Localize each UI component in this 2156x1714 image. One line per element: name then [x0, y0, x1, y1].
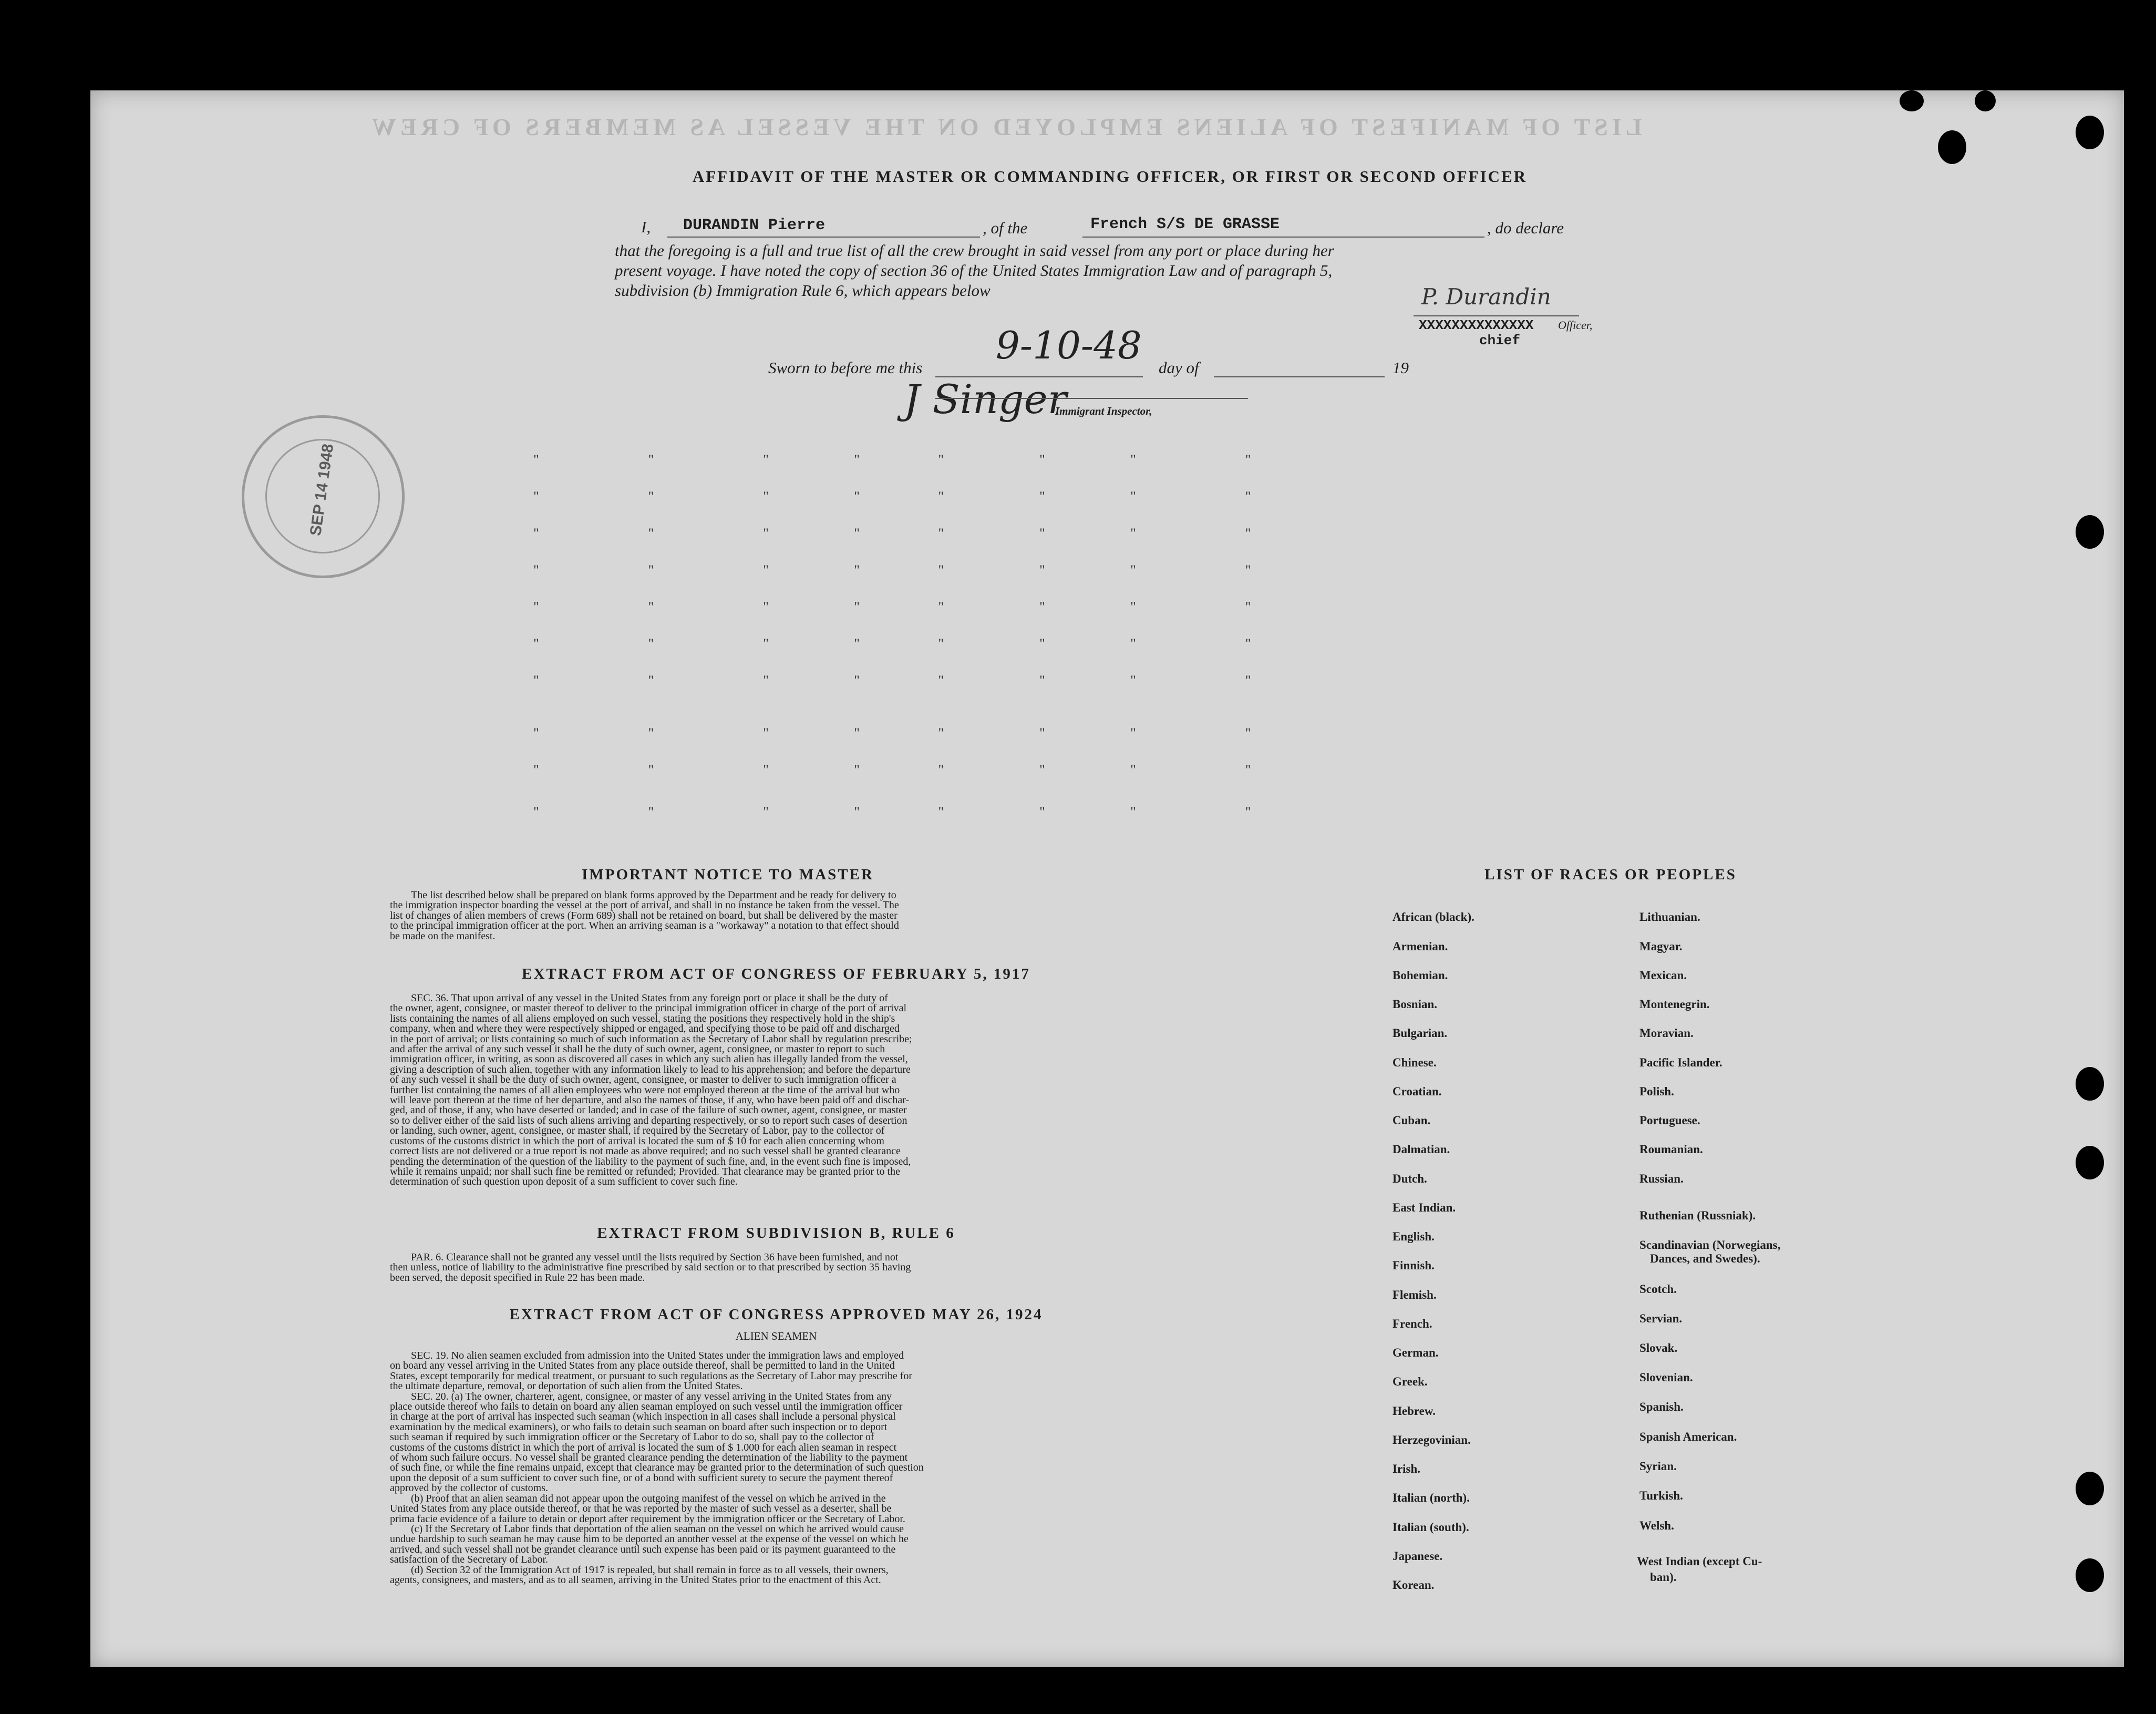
race-item: Pacific Islander. [1639, 1056, 1722, 1069]
race-item: Dances, and Swedes). [1650, 1252, 1760, 1265]
race-item: Roumanian. [1639, 1143, 1703, 1156]
punch-hole [1938, 130, 1966, 164]
extract-1924-line: SEC. 19. No alien seamen excluded from admission into the United States under the immigration laws and employed [411, 1350, 904, 1361]
extract-1924-line: United States from any place outside thereof, or that he was reported by the master of such vessel as a deserter, shall be [390, 1503, 892, 1515]
extract-1924-line: upon the deposit of a sum sufficient to cover such fine, or of a bond with sufficient surety to secure the payment thereof [390, 1472, 893, 1484]
ditto-mark: " " " " " " " " [533, 526, 1251, 541]
rule6-line: PAR. 6. Clearance shall not be granted any vessel until the lists required by Section 36 have been furnished, and not [411, 1251, 899, 1263]
extract-1924-line: in charge at the port of arrival has inspected such seaman (which inspection in all cases shall include a personal physical [390, 1411, 896, 1423]
ditto-mark: " " " " " " " " [533, 562, 1251, 578]
sworn-label: Sworn to before me this [768, 358, 923, 377]
race-item: Irish. [1392, 1462, 1421, 1475]
extract-1924-line: agents, consignees, and masters, and as to all seamen, arriving in the United States prior to the enactment of this Act. [390, 1574, 881, 1586]
extract-1924-line: of whom such failure occurs. No vessel shall be granted clearance pending the determination of the liability to the payment [390, 1452, 908, 1464]
notice-line: list of changes of alien members of crews (Form 689) shall not be retained on board, but shall be delivered by the master [390, 909, 898, 921]
race-item: Scandinavian (Norwegians, [1639, 1238, 1781, 1251]
race-item: Polish. [1639, 1085, 1674, 1098]
extract-1924-line: satisfaction of the Secretary of Labor. [390, 1554, 548, 1566]
extract-line: in the port of arrival; or lists containing so much of such information as the Secretary of Labor shall by regulation prescribe; [390, 1033, 912, 1045]
extract-line: SEC. 36. That upon arrival of any vessel in the United States from any foreign port or place it shall be the duty of [411, 992, 888, 1004]
race-item: Flemish. [1392, 1288, 1437, 1301]
race-item: Spanish American. [1639, 1430, 1737, 1443]
extract-line: and after the arrival of any such vessel it shall be the duty of such owner, agent, consignee, or master to report to such [390, 1043, 885, 1055]
signature-line [1414, 315, 1579, 316]
master-signature: P. Durandin [1421, 284, 1551, 310]
extract-1924-line: of such fine, or while the fine remains unpaid, except that clearance may be granted prior to the determination of such question [390, 1462, 924, 1474]
year-label: 19 [1392, 358, 1409, 377]
inspector-signature: J Singer [904, 376, 1067, 423]
race-item: Italian (north). [1392, 1491, 1470, 1504]
extract-1924-line: prima facie evidence of a failure to detain or deport after requirement by the immigration officer or the Secretary of Labor. [390, 1513, 905, 1525]
extract-1924-text [390, 1351, 1162, 1585]
of-the-label: , of the [983, 219, 1028, 237]
race-item: Montenegrin. [1639, 998, 1710, 1011]
punch-hole [2076, 515, 2104, 549]
extract-1924-line: (b) Proof that an alien seaman did not appear upon the outgoing manifest of the vessel on which he arrived in the [411, 1492, 886, 1504]
race-item: French. [1392, 1317, 1432, 1330]
race-item: Moravian. [1639, 1027, 1694, 1040]
extract-line: immigration officer, in writing, as soon as discovered all cases in which any such alien has illegally landed from the vessel, [390, 1053, 908, 1065]
punch-hole [2076, 1146, 2104, 1179]
struck-title: XXXXXXXXXXXXXX [1419, 317, 1534, 333]
ditto-mark: " " " " " " " " [533, 636, 1251, 651]
race-item: Welsh. [1639, 1519, 1674, 1532]
affidavit-i-label: I, [641, 218, 651, 236]
race-item: Scotch. [1639, 1282, 1677, 1296]
extract-line: of any such vessel it shall be the duty of such owner, agent, consignee, or master to deliver to such immigration officer a [390, 1074, 896, 1086]
received-stamp [242, 415, 405, 578]
punch-hole [2076, 1067, 2104, 1101]
extract-line: company, when and where they were respectively shipped or engaged, and specifying those to be paid off and discharged [390, 1023, 900, 1035]
extract-1924-title: EXTRACT FROM ACT OF CONGRESS APPROVED MAY 26, 1924 [509, 1306, 1043, 1323]
race-item: Slovak. [1639, 1341, 1678, 1354]
ditto-mark: " " " " " " " " [533, 452, 1251, 467]
race-item: West Indian (except Cu- [1637, 1555, 1762, 1568]
notice-title: IMPORTANT NOTICE TO MASTER [582, 866, 874, 883]
race-item: East Indian. [1392, 1201, 1456, 1214]
extract-1924-line: arrived, and such vessel shall not be grandet clearance until such expense has been paid or its payment guaranteed to the [390, 1543, 896, 1555]
race-item: Dutch. [1392, 1172, 1427, 1185]
affidavit-text-3: subdivision (b) Immigration Rule 6, which appears below [615, 281, 991, 300]
extract-1917-title: EXTRACT FROM ACT OF CONGRESS OF FEBRUARY 5, 1917 [522, 966, 1030, 982]
race-item: Croatian. [1392, 1085, 1442, 1098]
race-item: Russian. [1639, 1172, 1684, 1185]
extract-line: while it remains unpaid; nor shall such fine be remitted or refunded; Provided. That clearance may be granted prior to the [390, 1165, 900, 1177]
race-item: Lithuanian. [1639, 910, 1700, 923]
race-item: Magyar. [1639, 940, 1683, 953]
affidavit-text-1: that the foregoing is a full and true list of all the crew brought in said vessel from any port or place during her [615, 241, 1334, 260]
punch-hole [1975, 90, 1996, 111]
race-item: English. [1392, 1230, 1435, 1243]
extract-line: so to deliver either of the said lists of such aliens arriving and departing respectively, or so to report such cases of desertion [390, 1114, 907, 1126]
inspector-label: Immigrant Inspector, [1055, 405, 1152, 417]
extract-1924-line: approved by the collector of customs. [390, 1482, 549, 1494]
race-item: Cuban. [1392, 1114, 1431, 1127]
races-title: LIST OF RACES OR PEOPLES [1484, 866, 1737, 883]
rule6-line: then unless, notice of liability to the administrative fine prescribed by said section or to that prescribed by section 35 having [390, 1261, 911, 1274]
extract-line: customs of the customs district in which the port of arrival is located the sum of $ 10 for each alien concerning whom [390, 1135, 884, 1147]
extract-1924-line: SEC. 20. (a) The owner, charterer, agent, consignee, or master of any vessel arriving in the United States from any [411, 1390, 892, 1402]
notice-line: to the principal immigration officer at the port. When an arriving seaman is a "workaway" a notation to that effect should [390, 920, 899, 932]
extract-1924-line: undue hardship to such seaman he may cause him to be deported an another vessel at the expense of the vessel on which he [390, 1533, 909, 1545]
punch-hole [2076, 1558, 2104, 1592]
extract-line: the owner, agent, consignee, or master thereof to deliver to the principal immigration officer in charge of the port of arrival [390, 1002, 907, 1014]
master-name: DURANDIN Pierre [683, 217, 826, 234]
race-item: Italian (south). [1392, 1521, 1469, 1534]
officer-title: chief [1479, 333, 1521, 348]
ditto-mark: " " " " " " " " [533, 599, 1251, 614]
race-item: Chinese. [1392, 1056, 1437, 1069]
race-item: Portuguese. [1639, 1114, 1700, 1127]
race-item: Bohemian. [1392, 969, 1448, 982]
punch-hole [2076, 1472, 2104, 1505]
race-item: Turkish. [1639, 1489, 1683, 1502]
extract-line: pending the determination of the question of the liability to the payment of such fine, and, in the event such fine is imposed, [390, 1155, 911, 1167]
race-item: Slovenian. [1639, 1371, 1693, 1384]
vessel-name: French S/S DE GRASSE [1090, 215, 1280, 233]
notice-text [390, 890, 1162, 941]
race-item: Ruthenian (Russniak). [1639, 1209, 1756, 1222]
extract-line: further list containing the names of all alien employees who were not employed thereon at the time of the arrival but who [390, 1084, 900, 1096]
extract-1924-line: customs of the customs district in which the port of arrival is located the sum of $ 1.000 for each alien seaman in respect [390, 1441, 897, 1453]
race-item: Herzegovinian. [1392, 1433, 1471, 1446]
race-item: Korean. [1392, 1578, 1435, 1592]
race-item: African (black). [1392, 910, 1474, 923]
extract-1924-line: (d) Section 32 of the Immigration Act of 1917 is repealed, but shall remain in force as to all vessels, their owners, [411, 1564, 889, 1576]
race-item: Finnish. [1392, 1259, 1435, 1272]
affidavit-text-2: present voyage. I have noted the copy of section 36 of the United States Immigration Law and of paragraph 5, [615, 261, 1333, 280]
extract-1924-line: States, except temporarily for medical treatment, or pursuant to such regulations as the Secretary of Labor may prescribe for [390, 1370, 913, 1382]
extract-1924-line: the ultimate departure, removal, or deportation of such alien from the United States. [390, 1380, 743, 1392]
race-item: German. [1392, 1346, 1439, 1359]
notice-line: The list described below shall be prepared on blank forms approved by the Department and be ready for delivery to [411, 889, 896, 901]
extract-1924-line: (c) If the Secretary of Labor finds that deportation of the alien seaman on the vessel on which he arrived would cause [411, 1523, 904, 1535]
ditto-mark: " " " " " " " " [533, 725, 1251, 741]
extract-line: or landing, such owner, agent, consignee, or master shall, if required by the Secretary of Labor, pay to the collector of [390, 1125, 885, 1137]
race-item: Bosnian. [1392, 998, 1438, 1011]
race-item: ban). [1650, 1571, 1677, 1584]
notice-line: the immigration inspector boarding the vessel at the port of arrival, and shall in no instance be taken from the vessel. The [390, 899, 899, 911]
extract-1924-line: examination by the medical examiners), or who fails to detain such seaman on board after such inspection or to deport [390, 1421, 888, 1433]
day-of-label: day of [1159, 358, 1199, 377]
notice-line: be made on the manifest. [390, 930, 496, 942]
punch-hole [2076, 116, 2104, 149]
extract-1924-subtitle: ALIEN SEAMEN [735, 1330, 817, 1342]
extract-1924-line: such seaman if required by such immigration officer or the Secretary of Labor to do so, shall pay to the collector of [390, 1431, 874, 1443]
race-item: Dalmatian. [1392, 1143, 1450, 1156]
inspector-line [935, 398, 1248, 399]
ditto-mark: " " " " " " " " [533, 762, 1251, 777]
vessel-name-line [1082, 237, 1484, 238]
rule6-line: been served, the deposit specified in Rule 22 has been made. [390, 1271, 645, 1284]
extract-line: will leave port thereon at the time of her departure, and also the names of those, if any, who have been paid off and dischar- [390, 1094, 910, 1106]
ditto-mark: " " " " " " " " [533, 804, 1251, 819]
rule6-text [390, 1253, 1162, 1283]
race-item: Mexican. [1639, 969, 1687, 982]
race-item: Syrian. [1639, 1460, 1677, 1473]
master-name-line [667, 237, 980, 238]
extract-line: correct lists are not delivered or a true report is not made as above required; and no such vessel shall be granted clearance [390, 1145, 901, 1157]
punch-hole [1900, 90, 1924, 111]
sworn-date: 9-10-48 [996, 323, 1142, 367]
race-item: Japanese. [1392, 1549, 1443, 1563]
bleed-through-text: LIST OF MANIFEST OF ALIENS EMPLOYED ON THE VESSEL AS MEMBERS OF CREW [368, 114, 1642, 140]
extract-line: lists containing the names of all aliens employed on such vessel, stating the positions they respectively hold in the ship's [390, 1012, 895, 1024]
ditto-mark: " " " " " " " " [533, 673, 1251, 688]
month-line [1214, 376, 1385, 377]
extract-line: ged, and of those, if any, who have deserted or landed; and in case of the failure of such owner, agent, consignee, or master [390, 1104, 907, 1116]
race-item: Bulgarian. [1392, 1027, 1448, 1040]
extract-1917-text [390, 993, 1162, 1187]
officer-label: Officer, [1558, 319, 1593, 332]
race-item: Armenian. [1392, 940, 1448, 953]
rule6-title: EXTRACT FROM SUBDIVISION B, RULE 6 [597, 1225, 955, 1241]
extract-1924-line: place outside thereof who fails to detain on board any alien seaman employed on such vessel until the immigration officer [390, 1401, 903, 1413]
race-item: Spanish. [1639, 1400, 1684, 1413]
do-declare-label: , do declare [1487, 219, 1564, 237]
extract-line: determination of such question upon deposit of a sum sufficient to cover such fine. [390, 1176, 738, 1188]
affidavit-title: AFFIDAVIT OF THE MASTER OR COMMANDING OFFICER, OR FIRST OR SECOND OFFICER [692, 167, 1528, 186]
stamp-date: SEP 14 1948 [307, 443, 337, 537]
extract-1924-line: on board any vessel arriving in the United States from any place outside thereof, shall be permitted to land in the United [390, 1360, 895, 1372]
race-item: Servian. [1639, 1312, 1683, 1325]
race-item: Greek. [1392, 1375, 1428, 1388]
ditto-mark: " " " " " " " " [533, 489, 1251, 504]
race-item: Hebrew. [1392, 1404, 1436, 1418]
extract-line: giving a description of such alien, together with any information likely to lead to his apprehension; and before the departure [390, 1063, 911, 1075]
